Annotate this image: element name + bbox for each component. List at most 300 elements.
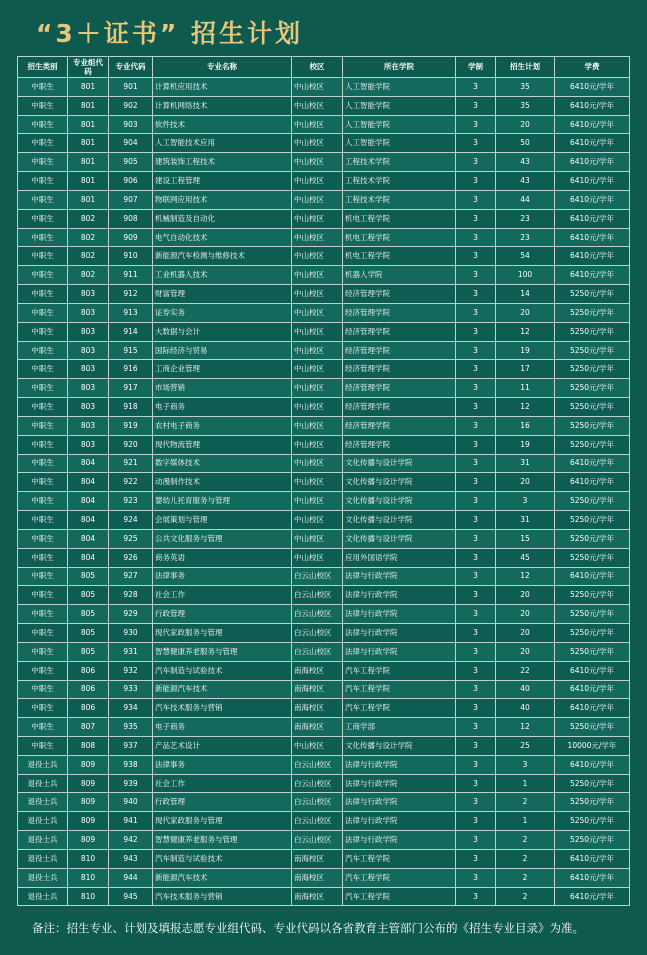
cell-major-name: 法律事务 bbox=[153, 755, 292, 774]
cell-major-code: 907 bbox=[109, 190, 153, 209]
cell-group-code: 806 bbox=[68, 699, 109, 718]
footnote: 备注：招生专业、计划及填报志愿专业组代码、专业代码以各省教育主管部门公布的《招生专业目录》为准。 bbox=[32, 921, 584, 935]
header-campus: 校区 bbox=[292, 57, 343, 78]
cell-college: 经济管理学院 bbox=[343, 341, 456, 360]
cell-quota: 2 bbox=[496, 887, 555, 906]
table-row bbox=[18, 379, 630, 398]
cell-category: 中职生 bbox=[18, 341, 68, 360]
cell-campus: 中山校区 bbox=[292, 303, 343, 322]
cell-quota: 20 bbox=[496, 605, 555, 624]
cell-group-code: 805 bbox=[68, 586, 109, 605]
cell-tuition: 5250元/学年 bbox=[555, 322, 630, 341]
cell-group-code: 801 bbox=[68, 190, 109, 209]
cell-tuition: 6410元/学年 bbox=[555, 209, 630, 228]
cell-tuition: 6410元/学年 bbox=[555, 96, 630, 115]
cell-category: 退役士兵 bbox=[18, 887, 68, 906]
cell-major-code: 924 bbox=[109, 511, 153, 530]
table-row bbox=[18, 718, 630, 737]
cell-quota: 20 bbox=[496, 115, 555, 134]
cell-major-code: 917 bbox=[109, 379, 153, 398]
table-row bbox=[18, 511, 630, 530]
cell-college: 经济管理学院 bbox=[343, 435, 456, 454]
cell-major-name: 物联网应用技术 bbox=[153, 190, 292, 209]
cell-quota: 14 bbox=[496, 285, 555, 304]
cell-tuition: 5250元/学年 bbox=[555, 812, 630, 831]
table-row bbox=[18, 190, 630, 209]
cell-duration: 3 bbox=[456, 492, 496, 511]
cell-major-code: 935 bbox=[109, 718, 153, 737]
cell-tuition: 5250元/学年 bbox=[555, 548, 630, 567]
cell-tuition: 5250元/学年 bbox=[555, 605, 630, 624]
cell-tuition: 5250元/学年 bbox=[555, 831, 630, 850]
cell-campus: 中山校区 bbox=[292, 360, 343, 379]
cell-major-code: 918 bbox=[109, 398, 153, 417]
cell-category: 中职生 bbox=[18, 699, 68, 718]
cell-major-name: 智慧健康养老服务与管理 bbox=[153, 831, 292, 850]
cell-college: 汽车工程学院 bbox=[343, 680, 456, 699]
cell-college: 经济管理学院 bbox=[343, 398, 456, 417]
cell-major-name: 电子商务 bbox=[153, 718, 292, 737]
cell-duration: 3 bbox=[456, 718, 496, 737]
cell-quota: 19 bbox=[496, 435, 555, 454]
cell-group-code: 809 bbox=[68, 831, 109, 850]
cell-category: 中职生 bbox=[18, 115, 68, 134]
cell-major-code: 906 bbox=[109, 172, 153, 191]
table-row bbox=[18, 172, 630, 191]
table-row bbox=[18, 624, 630, 643]
cell-major-code: 944 bbox=[109, 868, 153, 887]
cell-quota: 25 bbox=[496, 736, 555, 755]
cell-group-code: 805 bbox=[68, 642, 109, 661]
cell-campus: 中山校区 bbox=[292, 266, 343, 285]
cell-tuition: 5250元/学年 bbox=[555, 624, 630, 643]
cell-category: 中职生 bbox=[18, 529, 68, 548]
table-row bbox=[18, 736, 630, 755]
cell-tuition: 5250元/学年 bbox=[555, 435, 630, 454]
cell-college: 法律与行政学院 bbox=[343, 567, 456, 586]
cell-duration: 3 bbox=[456, 416, 496, 435]
table-row bbox=[18, 473, 630, 492]
cell-group-code: 808 bbox=[68, 736, 109, 755]
cell-campus: 白云山校区 bbox=[292, 605, 343, 624]
cell-group-code: 810 bbox=[68, 868, 109, 887]
cell-category: 中职生 bbox=[18, 247, 68, 266]
cell-college: 法律与行政学院 bbox=[343, 774, 456, 793]
cell-major-code: 937 bbox=[109, 736, 153, 755]
cell-major-code: 939 bbox=[109, 774, 153, 793]
cell-tuition: 5250元/学年 bbox=[555, 398, 630, 417]
cell-category: 中职生 bbox=[18, 78, 68, 97]
cell-group-code: 801 bbox=[68, 115, 109, 134]
cell-duration: 3 bbox=[456, 755, 496, 774]
cell-campus: 中山校区 bbox=[292, 473, 343, 492]
cell-campus: 白云山校区 bbox=[292, 567, 343, 586]
cell-major-name: 商务英语 bbox=[153, 548, 292, 567]
cell-tuition: 6410元/学年 bbox=[555, 228, 630, 247]
cell-major-code: 927 bbox=[109, 567, 153, 586]
cell-quota: 40 bbox=[496, 680, 555, 699]
table-row bbox=[18, 153, 630, 172]
cell-group-code: 803 bbox=[68, 416, 109, 435]
cell-major-code: 930 bbox=[109, 624, 153, 643]
cell-college: 工商学部 bbox=[343, 718, 456, 737]
cell-quota: 19 bbox=[496, 341, 555, 360]
header-group-code: 专业组代码 bbox=[68, 57, 109, 78]
table-row bbox=[18, 868, 630, 887]
cell-major-name: 产品艺术设计 bbox=[153, 736, 292, 755]
cell-campus: 中山校区 bbox=[292, 134, 343, 153]
cell-category: 中职生 bbox=[18, 454, 68, 473]
cell-category: 中职生 bbox=[18, 360, 68, 379]
cell-college: 机器人学院 bbox=[343, 266, 456, 285]
cell-campus: 南海校区 bbox=[292, 887, 343, 906]
cell-campus: 中山校区 bbox=[292, 78, 343, 97]
cell-college: 法律与行政学院 bbox=[343, 605, 456, 624]
cell-duration: 3 bbox=[456, 285, 496, 304]
cell-duration: 3 bbox=[456, 473, 496, 492]
cell-campus: 中山校区 bbox=[292, 247, 343, 266]
cell-college: 汽车工程学院 bbox=[343, 868, 456, 887]
table-row bbox=[18, 548, 630, 567]
cell-category: 中职生 bbox=[18, 680, 68, 699]
cell-campus: 中山校区 bbox=[292, 341, 343, 360]
cell-major-code: 920 bbox=[109, 435, 153, 454]
cell-major-name: 电子商务 bbox=[153, 398, 292, 417]
cell-major-name: 软件技术 bbox=[153, 115, 292, 134]
cell-quota: 3 bbox=[496, 755, 555, 774]
cell-duration: 3 bbox=[456, 341, 496, 360]
cell-college: 法律与行政学院 bbox=[343, 812, 456, 831]
cell-group-code: 802 bbox=[68, 209, 109, 228]
table-row bbox=[18, 812, 630, 831]
cell-major-code: 923 bbox=[109, 492, 153, 511]
cell-campus: 中山校区 bbox=[292, 228, 343, 247]
table-row bbox=[18, 322, 630, 341]
cell-tuition: 6410元/学年 bbox=[555, 699, 630, 718]
cell-tuition: 6410元/学年 bbox=[555, 134, 630, 153]
cell-quota: 35 bbox=[496, 78, 555, 97]
cell-college: 经济管理学院 bbox=[343, 303, 456, 322]
cell-college: 汽车工程学院 bbox=[343, 849, 456, 868]
cell-major-name: 市场营销 bbox=[153, 379, 292, 398]
cell-quota: 44 bbox=[496, 190, 555, 209]
cell-quota: 54 bbox=[496, 247, 555, 266]
cell-tuition: 6410元/学年 bbox=[555, 172, 630, 191]
cell-major-code: 908 bbox=[109, 209, 153, 228]
cell-tuition: 5250元/学年 bbox=[555, 379, 630, 398]
cell-group-code: 801 bbox=[68, 153, 109, 172]
cell-college: 经济管理学院 bbox=[343, 285, 456, 304]
cell-tuition: 5250元/学年 bbox=[555, 285, 630, 304]
cell-category: 中职生 bbox=[18, 736, 68, 755]
cell-category: 退役士兵 bbox=[18, 849, 68, 868]
cell-category: 退役士兵 bbox=[18, 831, 68, 850]
cell-duration: 3 bbox=[456, 435, 496, 454]
cell-campus: 白云山校区 bbox=[292, 831, 343, 850]
cell-group-code: 803 bbox=[68, 398, 109, 417]
cell-major-code: 943 bbox=[109, 849, 153, 868]
cell-campus: 白云山校区 bbox=[292, 642, 343, 661]
cell-tuition: 5250元/学年 bbox=[555, 586, 630, 605]
enrollment-plan-table bbox=[17, 56, 630, 906]
cell-quota: 17 bbox=[496, 360, 555, 379]
cell-duration: 3 bbox=[456, 868, 496, 887]
cell-college: 经济管理学院 bbox=[343, 379, 456, 398]
cell-major-name: 证券实务 bbox=[153, 303, 292, 322]
cell-college: 法律与行政学院 bbox=[343, 793, 456, 812]
cell-campus: 南海校区 bbox=[292, 849, 343, 868]
enrollment-table-container bbox=[17, 56, 629, 906]
cell-campus: 白云山校区 bbox=[292, 774, 343, 793]
cell-campus: 南海校区 bbox=[292, 661, 343, 680]
cell-category: 中职生 bbox=[18, 285, 68, 304]
cell-college: 文化传播与设计学院 bbox=[343, 473, 456, 492]
cell-quota: 2 bbox=[496, 793, 555, 812]
cell-duration: 3 bbox=[456, 567, 496, 586]
cell-duration: 3 bbox=[456, 831, 496, 850]
cell-major-code: 914 bbox=[109, 322, 153, 341]
cell-major-name: 国际经济与贸易 bbox=[153, 341, 292, 360]
cell-major-code: 940 bbox=[109, 793, 153, 812]
cell-major-name: 动漫制作技术 bbox=[153, 473, 292, 492]
cell-campus: 中山校区 bbox=[292, 115, 343, 134]
cell-quota: 31 bbox=[496, 511, 555, 530]
cell-group-code: 801 bbox=[68, 172, 109, 191]
cell-duration: 3 bbox=[456, 398, 496, 417]
cell-duration: 3 bbox=[456, 303, 496, 322]
table-header-row bbox=[18, 57, 630, 78]
cell-quota: 15 bbox=[496, 529, 555, 548]
cell-group-code: 803 bbox=[68, 360, 109, 379]
cell-tuition: 5250元/学年 bbox=[555, 492, 630, 511]
cell-major-code: 945 bbox=[109, 887, 153, 906]
cell-quota: 23 bbox=[496, 228, 555, 247]
table-row bbox=[18, 247, 630, 266]
cell-college: 经济管理学院 bbox=[343, 360, 456, 379]
cell-category: 中职生 bbox=[18, 190, 68, 209]
cell-major-name: 汽车技术服务与营销 bbox=[153, 699, 292, 718]
cell-major-code: 938 bbox=[109, 755, 153, 774]
cell-major-code: 929 bbox=[109, 605, 153, 624]
table-row bbox=[18, 642, 630, 661]
cell-quota: 3 bbox=[496, 492, 555, 511]
cell-group-code: 801 bbox=[68, 134, 109, 153]
cell-college: 人工智能学院 bbox=[343, 115, 456, 134]
cell-category: 中职生 bbox=[18, 548, 68, 567]
cell-tuition: 6410元/学年 bbox=[555, 755, 630, 774]
header-quota: 招生计划 bbox=[496, 57, 555, 78]
cell-major-name: 机械制造及自动化 bbox=[153, 209, 292, 228]
cell-tuition: 5250元/学年 bbox=[555, 529, 630, 548]
cell-college: 工程技术学院 bbox=[343, 153, 456, 172]
cell-quota: 20 bbox=[496, 586, 555, 605]
cell-major-code: 928 bbox=[109, 586, 153, 605]
cell-duration: 3 bbox=[456, 153, 496, 172]
cell-category: 退役士兵 bbox=[18, 755, 68, 774]
table-row bbox=[18, 793, 630, 812]
table-row bbox=[18, 360, 630, 379]
cell-category: 中职生 bbox=[18, 661, 68, 680]
header-category: 招生类别 bbox=[18, 57, 68, 78]
cell-college: 法律与行政学院 bbox=[343, 831, 456, 850]
cell-major-name: 数字媒体技术 bbox=[153, 454, 292, 473]
cell-quota: 12 bbox=[496, 718, 555, 737]
cell-duration: 3 bbox=[456, 322, 496, 341]
cell-major-name: 新能源汽车技术 bbox=[153, 680, 292, 699]
cell-duration: 3 bbox=[456, 78, 496, 97]
cell-group-code: 803 bbox=[68, 379, 109, 398]
cell-major-code: 904 bbox=[109, 134, 153, 153]
cell-tuition: 6410元/学年 bbox=[555, 266, 630, 285]
cell-college: 法律与行政学院 bbox=[343, 642, 456, 661]
cell-college: 汽车工程学院 bbox=[343, 699, 456, 718]
cell-tuition: 5250元/学年 bbox=[555, 360, 630, 379]
cell-duration: 3 bbox=[456, 172, 496, 191]
cell-major-name: 汽车制造与试验技术 bbox=[153, 661, 292, 680]
cell-group-code: 810 bbox=[68, 887, 109, 906]
cell-campus: 白云山校区 bbox=[292, 793, 343, 812]
cell-group-code: 803 bbox=[68, 285, 109, 304]
table-row bbox=[18, 492, 630, 511]
cell-category: 中职生 bbox=[18, 228, 68, 247]
cell-campus: 中山校区 bbox=[292, 548, 343, 567]
table-row bbox=[18, 209, 630, 228]
cell-duration: 3 bbox=[456, 624, 496, 643]
cell-tuition: 6410元/学年 bbox=[555, 454, 630, 473]
cell-group-code: 809 bbox=[68, 812, 109, 831]
cell-group-code: 801 bbox=[68, 78, 109, 97]
cell-duration: 3 bbox=[456, 812, 496, 831]
cell-tuition: 5250元/学年 bbox=[555, 511, 630, 530]
cell-category: 中职生 bbox=[18, 642, 68, 661]
cell-major-name: 计算机应用技术 bbox=[153, 78, 292, 97]
page-title: “3＋证书” 招生计划 bbox=[36, 19, 303, 48]
cell-group-code: 803 bbox=[68, 435, 109, 454]
cell-major-code: 909 bbox=[109, 228, 153, 247]
cell-quota: 40 bbox=[496, 699, 555, 718]
cell-quota: 35 bbox=[496, 96, 555, 115]
cell-quota: 2 bbox=[496, 831, 555, 850]
cell-category: 中职生 bbox=[18, 492, 68, 511]
cell-group-code: 807 bbox=[68, 718, 109, 737]
cell-tuition: 6410元/学年 bbox=[555, 887, 630, 906]
cell-college: 经济管理学院 bbox=[343, 322, 456, 341]
cell-tuition: 5250元/学年 bbox=[555, 718, 630, 737]
cell-college: 人工智能学院 bbox=[343, 134, 456, 153]
cell-group-code: 809 bbox=[68, 774, 109, 793]
cell-group-code: 803 bbox=[68, 303, 109, 322]
cell-quota: 2 bbox=[496, 849, 555, 868]
table-row bbox=[18, 699, 630, 718]
cell-major-name: 社会工作 bbox=[153, 586, 292, 605]
cell-major-code: 931 bbox=[109, 642, 153, 661]
header-college: 所在学院 bbox=[343, 57, 456, 78]
table-row bbox=[18, 680, 630, 699]
cell-major-name: 公共文化服务与管理 bbox=[153, 529, 292, 548]
cell-tuition: 6410元/学年 bbox=[555, 473, 630, 492]
cell-category: 中职生 bbox=[18, 511, 68, 530]
cell-category: 中职生 bbox=[18, 134, 68, 153]
cell-major-name: 农村电子商务 bbox=[153, 416, 292, 435]
cell-major-name: 工业机器人技术 bbox=[153, 266, 292, 285]
cell-major-code: 921 bbox=[109, 454, 153, 473]
table-row bbox=[18, 831, 630, 850]
cell-major-code: 902 bbox=[109, 96, 153, 115]
cell-campus: 中山校区 bbox=[292, 511, 343, 530]
table-row bbox=[18, 774, 630, 793]
table-row bbox=[18, 341, 630, 360]
cell-major-code: 933 bbox=[109, 680, 153, 699]
cell-major-code: 919 bbox=[109, 416, 153, 435]
cell-campus: 中山校区 bbox=[292, 190, 343, 209]
table-row bbox=[18, 529, 630, 548]
cell-college: 汽车工程学院 bbox=[343, 661, 456, 680]
cell-college: 机电工程学院 bbox=[343, 209, 456, 228]
cell-major-name: 建筑装饰工程技术 bbox=[153, 153, 292, 172]
cell-major-name: 财富管理 bbox=[153, 285, 292, 304]
cell-major-name: 电气自动化技术 bbox=[153, 228, 292, 247]
cell-category: 中职生 bbox=[18, 398, 68, 417]
cell-group-code: 804 bbox=[68, 473, 109, 492]
cell-major-code: 942 bbox=[109, 831, 153, 850]
cell-major-name: 会展策划与管理 bbox=[153, 511, 292, 530]
cell-quota: 20 bbox=[496, 303, 555, 322]
cell-category: 中职生 bbox=[18, 379, 68, 398]
cell-major-name: 社会工作 bbox=[153, 774, 292, 793]
cell-duration: 3 bbox=[456, 228, 496, 247]
cell-duration: 3 bbox=[456, 605, 496, 624]
cell-major-code: 913 bbox=[109, 303, 153, 322]
cell-major-name: 新能源汽车检测与维修技术 bbox=[153, 247, 292, 266]
table-row bbox=[18, 398, 630, 417]
cell-college: 应用外国语学院 bbox=[343, 548, 456, 567]
table-row bbox=[18, 605, 630, 624]
header-major-code: 专业代码 bbox=[109, 57, 153, 78]
cell-quota: 12 bbox=[496, 567, 555, 586]
cell-campus: 南海校区 bbox=[292, 868, 343, 887]
table-row bbox=[18, 266, 630, 285]
cell-tuition: 6410元/学年 bbox=[555, 190, 630, 209]
cell-duration: 3 bbox=[456, 96, 496, 115]
table-row bbox=[18, 586, 630, 605]
cell-tuition: 6410元/学年 bbox=[555, 78, 630, 97]
cell-campus: 中山校区 bbox=[292, 322, 343, 341]
cell-tuition: 10000元/学年 bbox=[555, 736, 630, 755]
cell-category: 中职生 bbox=[18, 473, 68, 492]
cell-category: 中职生 bbox=[18, 718, 68, 737]
cell-major-code: 910 bbox=[109, 247, 153, 266]
cell-college: 人工智能学院 bbox=[343, 96, 456, 115]
cell-duration: 3 bbox=[456, 454, 496, 473]
table-row bbox=[18, 134, 630, 153]
cell-college: 文化传播与设计学院 bbox=[343, 529, 456, 548]
cell-major-code: 916 bbox=[109, 360, 153, 379]
cell-group-code: 806 bbox=[68, 661, 109, 680]
cell-category: 中职生 bbox=[18, 322, 68, 341]
cell-duration: 3 bbox=[456, 680, 496, 699]
cell-category: 中职生 bbox=[18, 153, 68, 172]
cell-major-code: 905 bbox=[109, 153, 153, 172]
cell-tuition: 5250元/学年 bbox=[555, 303, 630, 322]
cell-group-code: 809 bbox=[68, 755, 109, 774]
table-row bbox=[18, 454, 630, 473]
cell-duration: 3 bbox=[456, 661, 496, 680]
cell-major-name: 工商企业管理 bbox=[153, 360, 292, 379]
cell-duration: 3 bbox=[456, 379, 496, 398]
cell-duration: 3 bbox=[456, 793, 496, 812]
cell-major-code: 926 bbox=[109, 548, 153, 567]
cell-major-code: 903 bbox=[109, 115, 153, 134]
